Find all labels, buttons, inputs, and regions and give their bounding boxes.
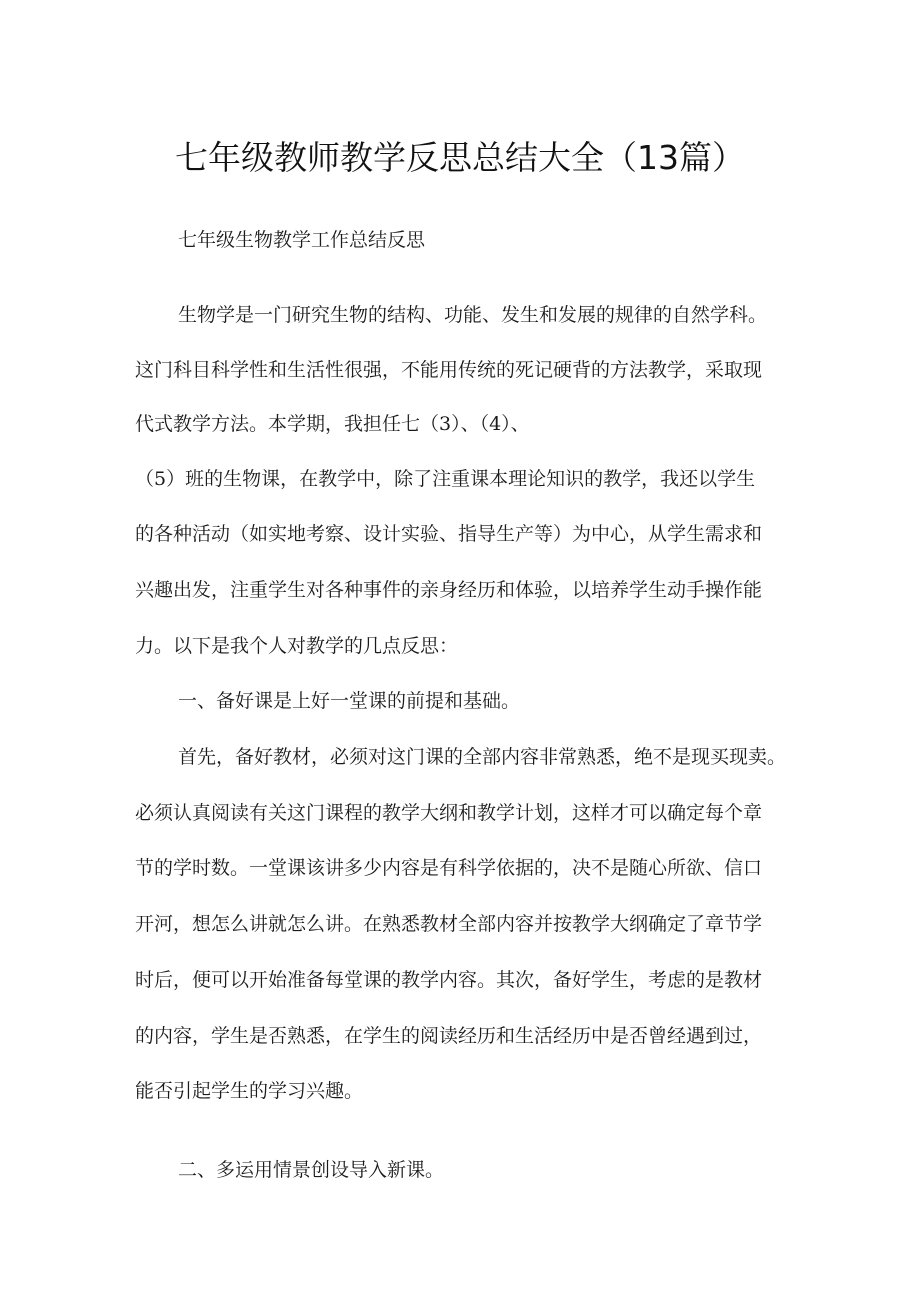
paragraph-line: 的各种活动（如实地考察、设计实验、指导生产等）为中心，从学生需求和 — [135, 523, 763, 545]
paragraph-line: 首先，备好教材，必须对这门课的全部内容非常熟悉，绝不是现买现卖。 — [178, 746, 787, 768]
section-heading: 七年级生物教学工作总结反思 — [178, 229, 426, 251]
paragraph-line: 时后，便可以开始准备每堂课的教学内容。其次，备好学生，考虑的是教材 — [135, 969, 763, 991]
paragraph-line: 生物学是一门研究生物的结构、功能、发生和发展的规律的自然学科。 — [178, 304, 768, 326]
paragraph-line: 代式教学方法。本学期，我担任七（3）、（4）、 — [135, 413, 530, 435]
section-heading: 一、备好课是上好一堂课的前提和基础。 — [178, 690, 521, 712]
section-heading: 二、多运用情景创设导入新课。 — [178, 1159, 445, 1181]
paragraph-line: 兴趣出发，注重学生对各种事件的亲身经历和体验，以培养学生动手操作能 — [135, 579, 763, 601]
paragraph-line: 这门科目科学性和生活性很强，不能用传统的死记硬背的方法教学，采取现 — [135, 359, 763, 381]
document-title: 七年级教师教学反思总结大全（13篇） — [175, 138, 745, 177]
paragraph-line: 的内容，学生是否熟悉，在学生的阅读经历和生活经历中是否曾经遇到过， — [135, 1025, 763, 1047]
paragraph-line: （5）班的生物课，在教学中，除了注重课本理论知识的教学，我还以学生 — [135, 468, 756, 490]
paragraph-line: 节的学时数。一堂课该讲多少内容是有科学依据的，决不是随心所欲、信口 — [135, 857, 763, 879]
paragraph-line: 开河，想怎么讲就怎么讲。在熟悉教材全部内容并按教学大纲确定了章节学 — [135, 913, 763, 935]
paragraph-line: 必须认真阅读有关这门课程的教学大纲和教学计划，这样才可以确定每个章 — [135, 802, 763, 824]
paragraph-line: 能否引起学生的学习兴趣。 — [135, 1080, 364, 1102]
paragraph-line: 力。以下是我个人对教学的几点反思： — [135, 635, 459, 657]
